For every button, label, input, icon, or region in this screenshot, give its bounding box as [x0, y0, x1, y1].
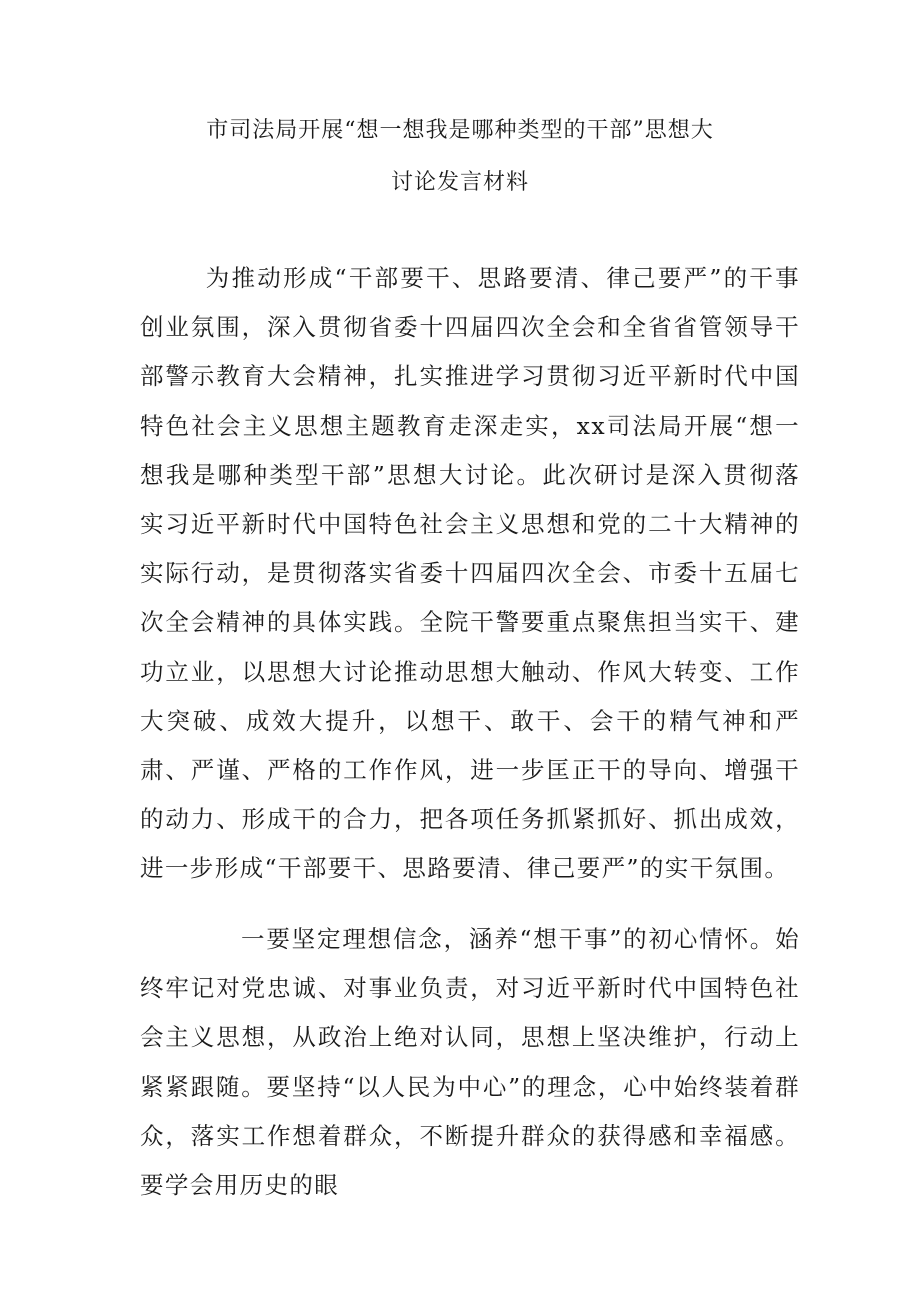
- body-paragraph-2: 一要坚定理想信念，涵养“想干事”的初心情怀。始终牢记对党忠诚、对事业负责，对习近平新时代中国特色社会主义思想，从政治上绝对认同，思想上坚决维护，行动上紧紧跟随。要坚持“以人民为中心”的理念，心中始终装着群众，落实工作想着群众，不断提升群众的获得感和幸福感。要学会用历史的眼: [140, 925, 800, 1200]
- body-paragraph-1: 为推动形成“干部要干、思路要清、律己要严”的干事创业氛围，深入贯彻省委十四届四次全会和全省省管领导干部警示教育大会精神，扎实推进学习贯彻习近平新时代中国特色社会主义思想主题教育走深走实，xx司法局开展“想一想我是哪种类型干部”思想大讨论。此次研讨是深入贯彻落实习近平新时代中国特色社会主义思想和党的二十大精神的实际行动，是贯彻落实省委十四届四次全会、市委十五届七次全会精神的具体实践。全院干警要重点聚焦担当实干、建功立业，以思想大讨论推动思想大触动、作风大转变、工作大突破、成效大提升，以想干、敢干、会干的精气神和严肃、严谨、严格的工作作风，进一步匡正干的导向、增强干的动力、形成干的合力，把各项任务抓紧抓好、抓出成效，进一步形成“干部要干、思路要清、律己要严”的实干氛围。: [140, 264, 800, 883]
- document-title-line-2: 讨论发言材料: [390, 170, 529, 195]
- document-title-line-1: 市司法局开展“想一想我是哪种类型的干部”思想大: [206, 118, 714, 143]
